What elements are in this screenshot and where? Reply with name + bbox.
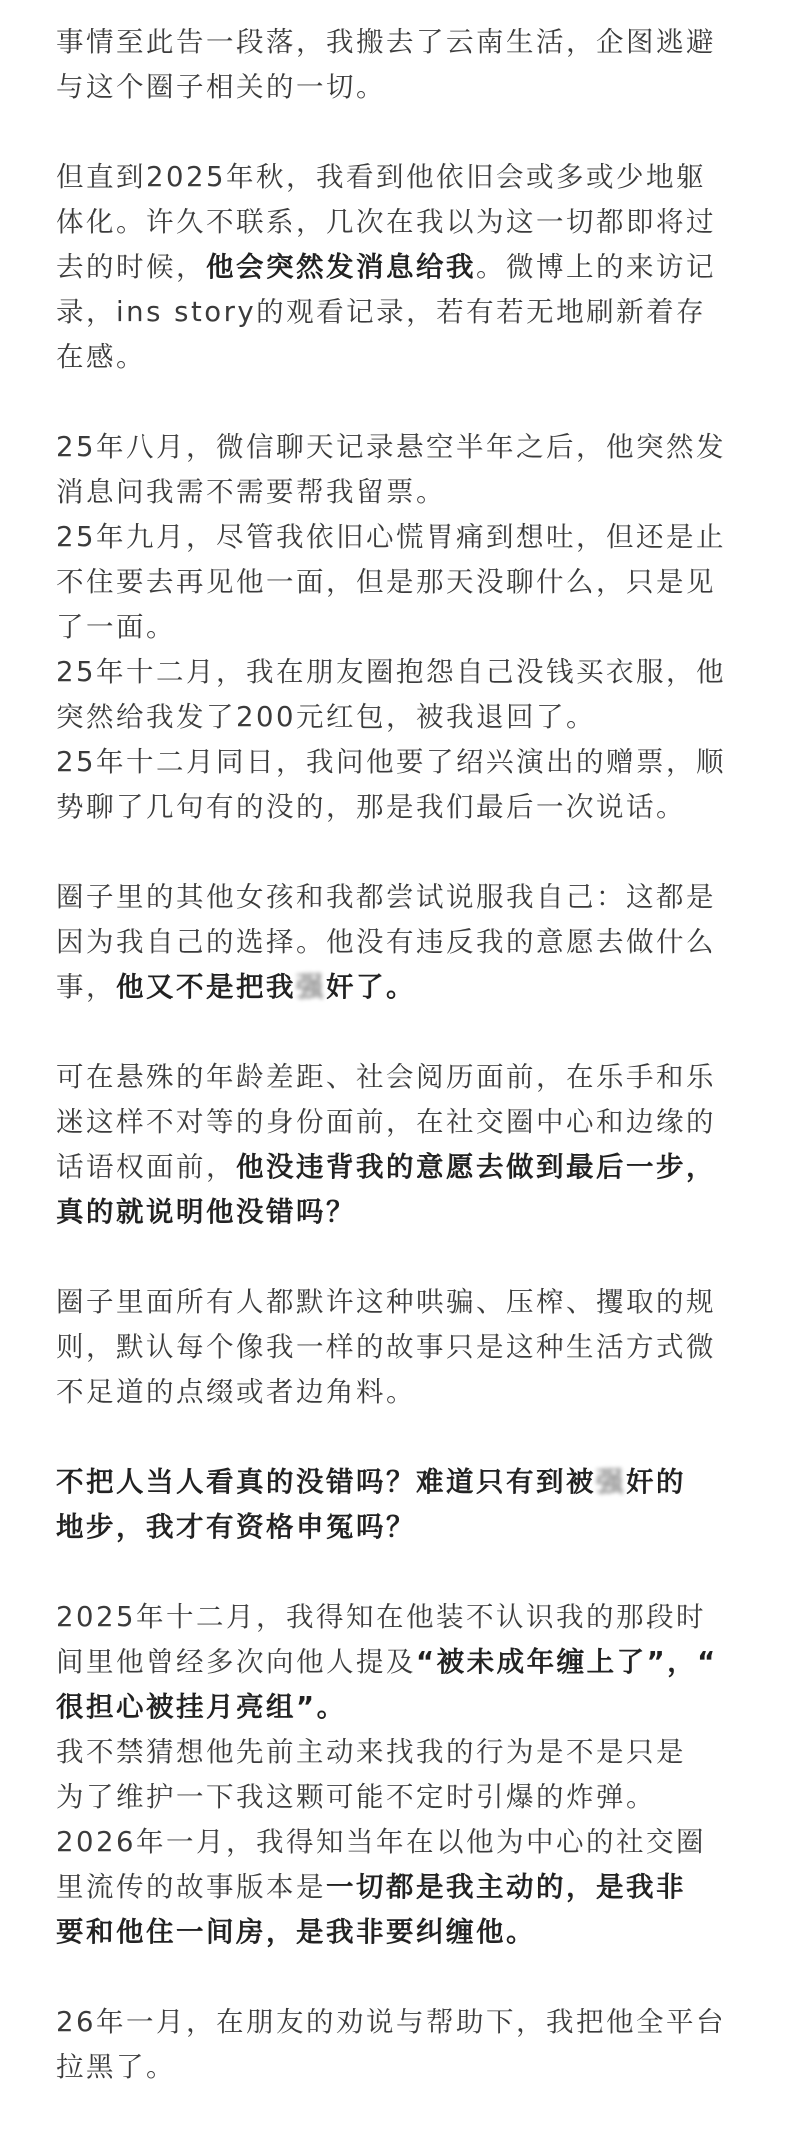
text-line — [56, 1505, 744, 1550]
text-line — [56, 740, 744, 785]
text-line — [56, 335, 744, 380]
text-segment: 26年一月，在朋友的劝说与帮助下，我把他全平台 — [56, 2006, 726, 2038]
paragraph — [56, 875, 744, 1010]
text-line — [56, 155, 744, 200]
text-line — [56, 560, 744, 605]
text-segment: 2026年一月，我得知当年在以他为中心的社交圈 — [56, 1826, 706, 1858]
text-line — [56, 1910, 744, 1955]
bold-text: 奸了。 — [326, 971, 416, 1003]
text-segment: 了一面。 — [56, 611, 176, 643]
text-segment: 话语权面前， — [56, 1151, 236, 1183]
bold-text: 他没违背我的意愿去做到最后一步， — [236, 1151, 716, 1183]
text-line — [56, 650, 744, 695]
paragraph — [56, 515, 744, 650]
text-segment: 因为我自己的选择。他没有违反我的意愿去做什么 — [56, 926, 716, 958]
text-line — [56, 1640, 744, 1685]
text-segment: 则，默认每个像我一样的故事只是这种生活方式微 — [56, 1331, 716, 1363]
text-line — [56, 605, 744, 650]
censored-text: 强 — [596, 1466, 626, 1498]
text-segment: 拉黑了。 — [56, 2051, 176, 2083]
text-line — [56, 1325, 744, 1370]
text-line — [56, 920, 744, 965]
text-segment: 与这个圈子相关的一切。 — [56, 71, 386, 103]
paragraph — [56, 155, 744, 380]
bold-text: 他会突然发消息给我 — [206, 251, 476, 283]
bold-text: 他又不是把我 — [116, 971, 296, 1003]
text-segment: 25年十二月同日，我问他要了绍兴演出的赠票，顺 — [56, 746, 726, 778]
paragraph — [56, 425, 744, 515]
bold-text: 真的就说明他没错吗？ — [56, 1196, 356, 1228]
bold-text: “被未成年缠上了”，“ — [416, 1646, 718, 1678]
text-line — [56, 1190, 744, 1235]
text-line — [56, 470, 744, 515]
text-segment: 间里他曾经多次向他人提及 — [56, 1646, 416, 1678]
paragraph — [56, 1820, 744, 1955]
paragraph — [56, 1595, 744, 1730]
censored-text: 强 — [296, 971, 326, 1003]
text-segment: 事情至此告一段落，我搬去了云南生活，企图逃避 — [56, 26, 716, 58]
text-line — [56, 785, 744, 830]
text-segment: 录，ins story的观看记录，若有若无地刷新着存 — [56, 296, 707, 328]
text-segment: 去的时候， — [56, 251, 206, 283]
bold-text: 地步，我才有资格申冤吗？ — [56, 1511, 416, 1543]
text-line — [56, 1820, 744, 1865]
text-segment: 势聊了几句有的没的，那是我们最后一次说话。 — [56, 791, 686, 823]
text-line — [56, 2045, 744, 2090]
text-segment: 我不禁猜想他先前主动来找我的行为是不是只是 — [56, 1736, 686, 1768]
text-line — [56, 290, 744, 335]
text-segment: 为了维护一下我这颗可能不定时引爆的炸弹。 — [56, 1781, 656, 1813]
text-line — [56, 245, 744, 290]
paragraph — [56, 1055, 744, 1235]
text-line — [56, 1595, 744, 1640]
text-line — [56, 1460, 744, 1505]
text-segment: 圈子里的其他女孩和我都尝试说服我自己：这都是 — [56, 881, 716, 913]
text-segment: 圈子里面所有人都默许这种哄骗、压榨、攫取的规 — [56, 1286, 716, 1318]
text-line — [56, 20, 744, 65]
text-line — [56, 1145, 744, 1190]
text-segment: 25年十二月，我在朋友圈抱怨自己没钱买衣服，他 — [56, 656, 726, 688]
text-line — [56, 695, 744, 740]
text-line — [56, 1280, 744, 1325]
text-line — [56, 1370, 744, 1415]
bold-text: 不把人当人看真的没错吗？难道只有到被 — [56, 1466, 596, 1498]
text-segment: 迷这样不对等的身份面前，在社交圈中心和边缘的 — [56, 1106, 716, 1138]
text-segment: 消息问我需不需要帮我留票。 — [56, 476, 446, 508]
bold-text: 奸的 — [626, 1466, 686, 1498]
text-segment: 突然给我发了200元红包，被我退回了。 — [56, 701, 596, 733]
text-line — [56, 1730, 744, 1775]
text-segment: 。微博上的来访记 — [476, 251, 716, 283]
paragraph — [56, 1730, 744, 1820]
article-body — [56, 20, 744, 2135]
text-segment: 25年九月，尽管我依旧心慌胃痛到想吐，但还是止 — [56, 521, 726, 553]
text-line — [56, 965, 744, 1010]
text-line — [56, 1775, 744, 1820]
text-line — [56, 65, 744, 110]
text-line — [56, 1055, 744, 1100]
text-segment: 里流传的故事版本是 — [56, 1871, 326, 1903]
paragraph — [56, 740, 744, 830]
paragraph — [56, 1280, 744, 1415]
text-segment: 体化。许久不联系，几次在我以为这一切都即将过 — [56, 206, 716, 238]
text-segment: 事， — [56, 971, 116, 1003]
bold-text: 一切都是我主动的，是我非 — [326, 1871, 686, 1903]
text-segment: 25年八月，微信聊天记录悬空半年之后，他突然发 — [56, 431, 726, 463]
text-line — [56, 1100, 744, 1145]
bold-text: 要和他住一间房，是我非要纠缠他。 — [56, 1916, 536, 1948]
text-line — [56, 515, 744, 560]
paragraph — [56, 2000, 744, 2090]
text-segment: 可在悬殊的年龄差距、社会阅历面前，在乐手和乐 — [56, 1061, 716, 1093]
paragraph — [56, 1460, 744, 1550]
bold-text: 很担心被挂月亮组”。 — [56, 1691, 347, 1723]
text-segment: 不住要去再见他一面，但是那天没聊什么，只是见 — [56, 566, 716, 598]
text-segment: 但直到2025年秋，我看到他依旧会或多或少地躯 — [56, 161, 706, 193]
text-line — [56, 875, 744, 920]
text-segment: 2025年十二月，我得知在他装不认识我的那段时 — [56, 1601, 706, 1633]
paragraph — [56, 20, 744, 110]
text-line — [56, 425, 744, 470]
text-line — [56, 1685, 744, 1730]
text-line — [56, 1865, 744, 1910]
text-line — [56, 2000, 744, 2045]
text-line — [56, 200, 744, 245]
text-segment: 不足道的点缀或者边角料。 — [56, 1376, 416, 1408]
text-segment: 在感。 — [56, 341, 146, 373]
paragraph — [56, 650, 744, 740]
